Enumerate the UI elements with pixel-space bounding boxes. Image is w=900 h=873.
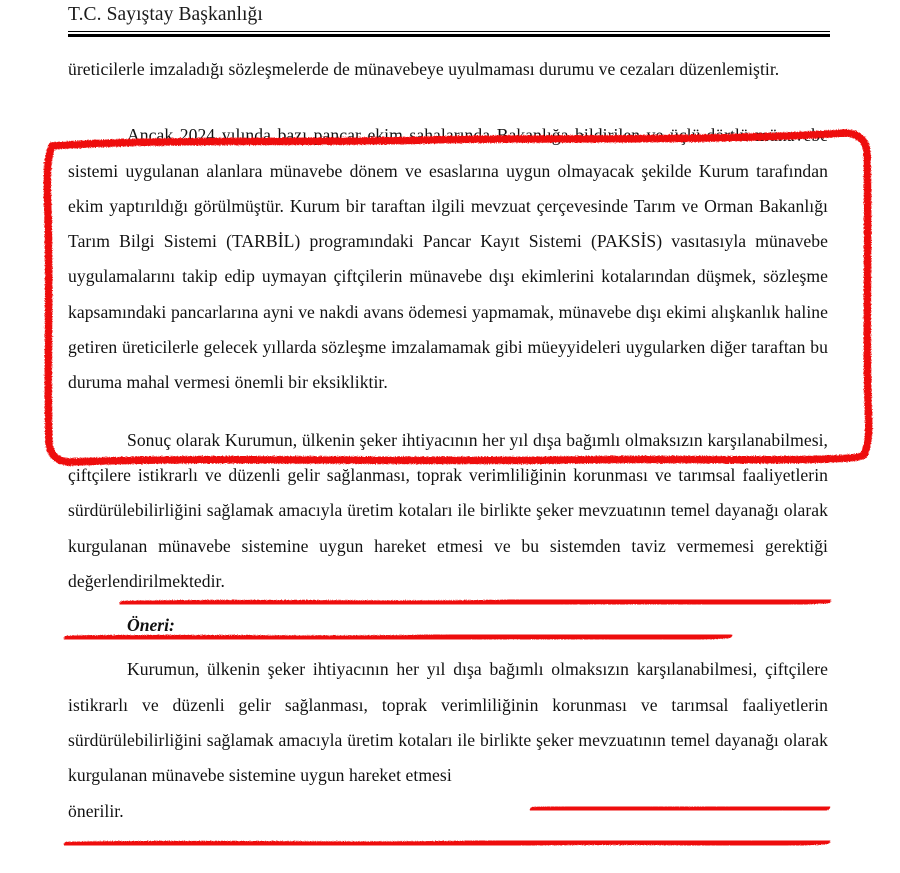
paragraph-continuation: üreticilerle imzaladığı sözleşmelerde de münavebeye uyulmaması durumu ve cezaları düzenlemiştir. <box>68 59 780 79</box>
paragraph-boxed-finding: Ancak 2024 yılında bazı pancar ekim sahalarında Bakanlığa bildirilen ve üçlü-dörtlü münavebe sistemi uygulanan alanlara münavebe dönem ve esaslarına uygun olmayacak şekilde Kurum tarafından ekim yaptırıldığı görülmüştür. Kurum bir taraftan ilgili mevzuat çerçevesinde Tarım ve Orman Bakanlığı Tarım Bilgi Sistemi (TARBİL) programındaki Pancar Kayıt Sistemi (PAKSİS) vasıtasıyla münavebe uygulamalarını takip edip uymayan çiftçilerin münavebe dışı ekimlerini kotalarından düşmek, sözleşme kapsamındaki pancarlarına ayni ve nakdi avans ödemesi yapmamak, münavebe dışı ekimi alışkanlık haline getiren üreticilerle gelecek yıllarda sözleşme imzalamamak gibi müeyyideleri uygularken diğer taraftan bu duruma mahal vermesi önemli bir eksikliktir. <box>68 125 828 393</box>
page-title: T.C. Sayıştay Başkanlığı <box>68 4 263 25</box>
page-header <box>68 0 830 37</box>
header-divider-rule <box>68 31 830 37</box>
paragraph-conclusion: Sonuç olarak Kurumun, ülkenin şeker ihtiyacının her yıl dışa bağımlı olmaksızın karşılanabilmesi, çiftçilere istikrarlı ve düzenli gelir sağlanması, toprak verimliliğinin korunması ve tarımsal faaliyetlerin sürdürülebilirliğini sağlamak amacıyla üretim kotaları ile birlikte şeker mevzuatının temel dayanağı olarak kurgulanan münavebe sistemine uygun hareket etmesi ve bu sistemden taviz vermemesi gerektiği değerlendirilmektedir. <box>68 429 828 591</box>
header-rule-thick-line <box>68 34 830 37</box>
paragraph-spacer <box>68 643 828 652</box>
paragraph-spacer <box>68 599 828 608</box>
paragraph-recommendation: Kurumun, ülkenin şeker ihtiyacının her yıl dışa bağımlı olmaksızın karşılanabilmesi, çiftçilere istikrarlı ve düzenli gelir sağlanması, toprak verimliliğinin korunması ve tarımsal faaliyetlerin sürdürülebilirliğini sağlamak amacıyla üretim kotaları ile birlikte şeker mevzuatının temel dayanağı olarak kurgulanan münavebe sistemine uygun hareket etmesi <box>68 659 828 786</box>
red-underline-annotation-4 <box>67 841 827 845</box>
recommendation-heading: Öneri: <box>127 615 175 636</box>
paragraph-recommendation-lastline: önerilir. <box>68 800 124 821</box>
paragraph-spacer <box>68 87 828 118</box>
paragraph-spacer <box>68 401 828 423</box>
document-body <box>68 52 828 829</box>
